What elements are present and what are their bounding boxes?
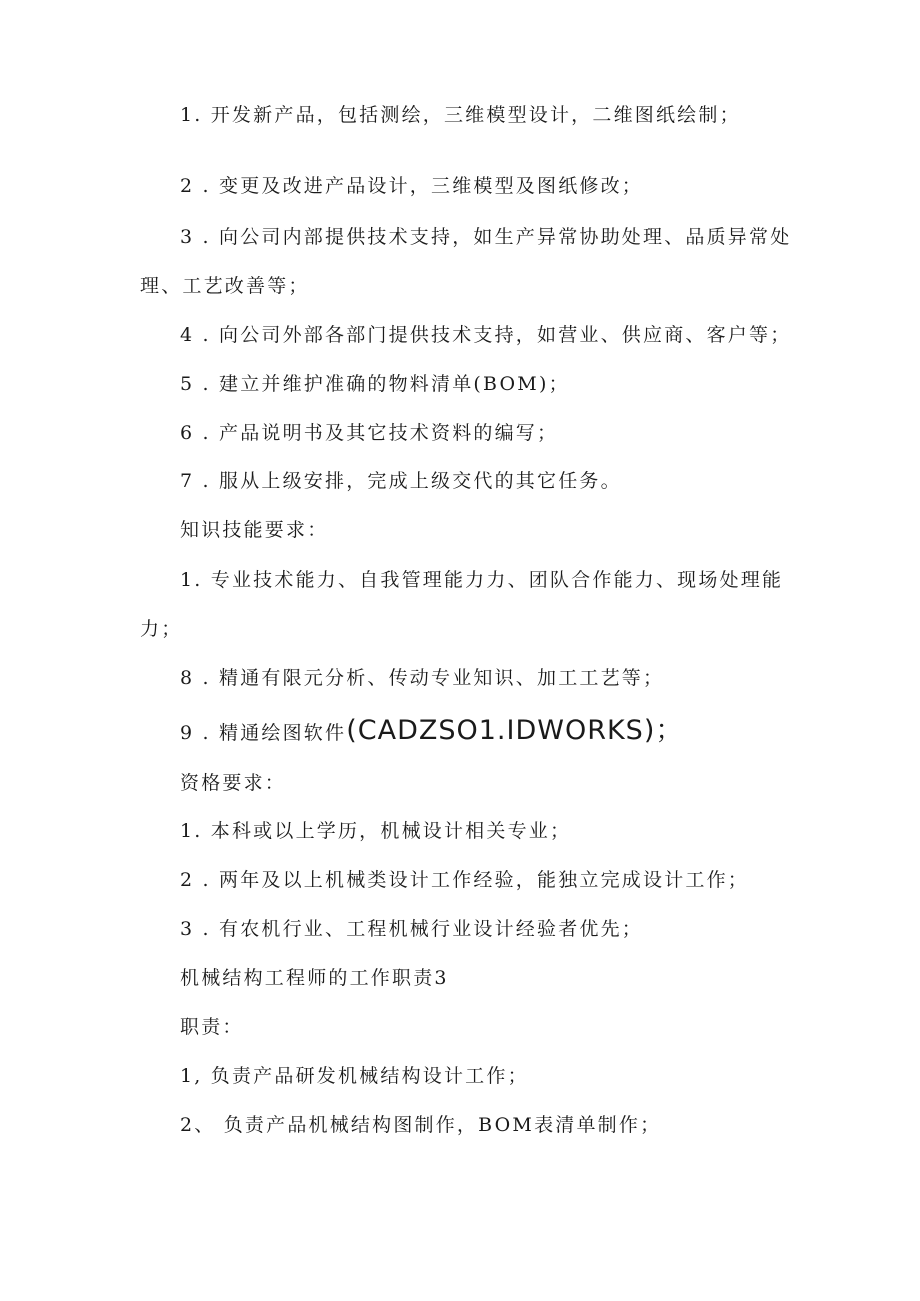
qualification-item-3: 3 . 有农机行业、工程机械行业设计经验者优先； bbox=[180, 918, 644, 940]
skill-item-9 bbox=[180, 715, 684, 746]
qualification-item-2: 2 . 两年及以上机械类设计工作经验，能独立完成设计工作； bbox=[180, 869, 750, 891]
section-heading-skills: 知识技能要求： bbox=[180, 519, 329, 541]
duty-item-4: 4 . 向公司外部各部门提供技术支持，如营业、供应商、客户等； bbox=[180, 324, 792, 346]
skill-item-1-continued: 力； bbox=[140, 618, 183, 640]
duty-item-7: 7 . 服从上级安排，完成上级交代的其它任务。 bbox=[180, 470, 622, 492]
skill-item-1: 1. 专业技术能力、自我管理能力力、团队合作能力、现场处理能 bbox=[180, 569, 784, 591]
qualification-item-1: 1. 本科或以上学历，机械设计相关专业； bbox=[180, 820, 572, 842]
duty-item-1: 1. 开发新产品，包括测绘，三维模型设计，二维图纸绘制； bbox=[180, 104, 741, 126]
duty-item-5: 5 . 建立并维护准确的物料清单(BOM)； bbox=[180, 373, 570, 395]
skill-item-8: 8 . 精通有限元分析、传动专业知识、加工工艺等； bbox=[180, 667, 665, 689]
software-names: (CADZSO1.IDWORKS)； bbox=[346, 715, 684, 746]
duty-list-item-1: 1, 负责产品研发机械结构设计工作； bbox=[180, 1065, 529, 1087]
duty-item-2: 2 . 变更及改进产品设计，三维模型及图纸修改； bbox=[180, 175, 644, 197]
section-title-job-duties-3: 机械结构工程师的工作职责3 bbox=[180, 967, 449, 989]
duty-list-item-2: 2、 负责产品机械结构图制作，BOM表清单制作； bbox=[180, 1114, 662, 1136]
section-heading-qualifications: 资格要求： bbox=[180, 772, 287, 794]
duty-item-3: 3 . 向公司内部提供技术支持，如生产异常协助处理、品质异常处 bbox=[180, 226, 792, 248]
duty-item-6: 6 . 产品说明书及其它技术资料的编写； bbox=[180, 422, 559, 444]
section-heading-duties: 职责： bbox=[180, 1016, 244, 1038]
duty-item-3-continued: 理、工艺改善等； bbox=[140, 275, 310, 297]
skill-item-9-text: 9 . 精通绘图软件 bbox=[180, 722, 347, 744]
